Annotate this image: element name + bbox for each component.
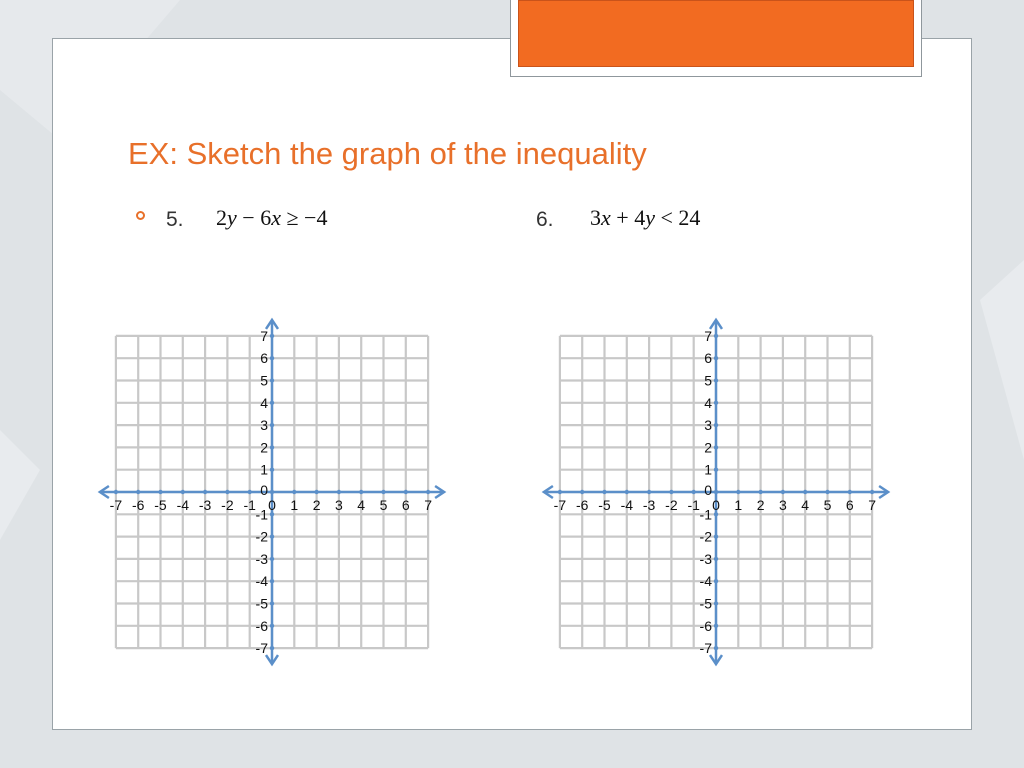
x-tick-dot — [870, 490, 874, 494]
eq5-rhs: −4 — [304, 205, 328, 230]
x-tick-label: 2 — [756, 497, 765, 513]
x-tick-label: -7 — [109, 497, 123, 513]
y-tick-label: -3 — [255, 550, 268, 567]
y-tick-dot — [714, 490, 718, 494]
y-tick-dot — [714, 423, 718, 427]
x-tick-dot — [158, 490, 162, 494]
x-tick-dot — [381, 490, 385, 494]
y-tick-label-zero: 0 — [260, 482, 268, 498]
x-tick-dot — [203, 490, 207, 494]
y-tick-dot — [714, 401, 718, 405]
y-tick-label: 7 — [260, 327, 268, 344]
x-tick-dot — [314, 490, 318, 494]
x-tick-dot — [669, 490, 673, 494]
y-tick-label: -2 — [255, 528, 268, 545]
x-tick-dot — [248, 490, 252, 494]
x-tick-label: 0 — [268, 497, 276, 513]
y-tick-label: 6 — [260, 350, 268, 367]
x-tick-label: -3 — [642, 497, 656, 513]
eq5-coef-b: 6 — [260, 205, 272, 230]
x-tick-label: 1 — [290, 497, 299, 513]
x-tick-label: 5 — [823, 497, 832, 513]
y-tick-label: -6 — [699, 617, 712, 634]
y-tick-dot — [270, 579, 274, 583]
problem-5-equation — [216, 205, 327, 231]
y-tick-dot — [270, 423, 274, 427]
coordinate-grid-2 — [536, 312, 896, 672]
x-tick-dot — [136, 490, 140, 494]
x-tick-dot — [692, 490, 696, 494]
x-tick-label: 7 — [424, 497, 432, 513]
y-tick-label: -7 — [255, 640, 268, 657]
x-tick-label: -2 — [665, 497, 678, 513]
eq6-rhs: 24 — [678, 205, 701, 230]
problem-5-number: 5. — [166, 208, 184, 231]
x-tick-label: 3 — [335, 497, 343, 513]
x-tick-dot — [758, 490, 762, 494]
eq6-var-a: x — [601, 205, 611, 230]
eq5-var-b: x — [271, 205, 281, 230]
y-tick-dot — [714, 356, 718, 360]
x-tick-label: 3 — [779, 497, 787, 513]
y-tick-dot — [270, 646, 274, 650]
y-tick-label: 1 — [704, 461, 712, 478]
y-tick-label: 2 — [260, 439, 268, 456]
y-tick-dot — [714, 468, 718, 472]
y-tick-label: 7 — [704, 327, 712, 344]
y-tick-dot — [714, 579, 718, 583]
x-tick-dot — [292, 490, 296, 494]
x-tick-label: -5 — [598, 497, 611, 513]
eq5-coef-a: 2 — [216, 205, 227, 230]
y-tick-dot — [270, 334, 274, 338]
y-tick-dot — [714, 334, 718, 338]
x-tick-dot — [580, 490, 584, 494]
x-tick-dot — [781, 490, 785, 494]
eq5-operator: − — [242, 205, 255, 230]
y-tick-dot — [270, 356, 274, 360]
y-tick-dot — [270, 378, 274, 382]
eq6-coef-a: 3 — [590, 205, 601, 230]
x-tick-label: 4 — [357, 497, 366, 513]
x-tick-label: -4 — [176, 497, 190, 513]
x-tick-label: -2 — [221, 497, 234, 513]
y-tick-dot — [714, 624, 718, 628]
y-tick-dot — [270, 557, 274, 561]
y-tick-label: -7 — [699, 640, 712, 657]
y-tick-label: 3 — [260, 417, 268, 434]
x-tick-dot — [337, 490, 341, 494]
y-tick-dot — [714, 445, 718, 449]
x-tick-label: -1 — [687, 497, 700, 513]
eq6-relation: < — [660, 205, 673, 230]
y-tick-dot — [714, 378, 718, 382]
y-tick-dot — [714, 646, 718, 650]
x-tick-dot — [825, 490, 829, 494]
x-tick-dot — [181, 490, 185, 494]
x-tick-dot — [558, 490, 562, 494]
x-tick-label: 0 — [712, 497, 720, 513]
accent-bar — [518, 0, 914, 67]
slide-title: EX: Sketch the graph of the inequality — [128, 136, 647, 171]
y-tick-dot — [270, 401, 274, 405]
eq5-relation: ≥ — [286, 205, 299, 230]
y-tick-label: -1 — [699, 506, 712, 523]
x-tick-dot — [404, 490, 408, 494]
y-tick-dot — [714, 557, 718, 561]
x-tick-dot — [114, 490, 118, 494]
y-tick-dot — [714, 601, 718, 605]
y-tick-label: -3 — [699, 550, 712, 567]
y-tick-label: -6 — [255, 617, 268, 634]
x-tick-dot — [625, 490, 629, 494]
x-tick-label: 5 — [379, 497, 388, 513]
y-tick-dot — [270, 534, 274, 538]
x-tick-label: -1 — [243, 497, 256, 513]
y-tick-label: -4 — [699, 573, 712, 590]
x-tick-label: 2 — [312, 497, 321, 513]
x-tick-dot — [803, 490, 807, 494]
x-tick-label: -6 — [575, 497, 589, 513]
x-tick-label: -7 — [553, 497, 567, 513]
y-tick-label: 4 — [260, 394, 268, 411]
y-tick-dot — [714, 534, 718, 538]
y-tick-label-zero: 0 — [704, 482, 712, 498]
y-tick-label: 6 — [704, 350, 712, 367]
y-tick-label: 2 — [704, 439, 712, 456]
y-tick-label: 5 — [704, 372, 712, 389]
x-tick-label: 6 — [845, 497, 854, 513]
y-tick-label: 3 — [704, 417, 712, 434]
x-tick-label: -5 — [154, 497, 167, 513]
eq6-coef-b: 4 — [634, 205, 646, 230]
y-tick-label: 1 — [260, 461, 268, 478]
x-tick-label: -4 — [620, 497, 634, 513]
x-tick-label: -6 — [131, 497, 145, 513]
x-tick-dot — [225, 490, 229, 494]
problem-6-number: 6. — [536, 208, 554, 231]
x-tick-label: -3 — [198, 497, 212, 513]
x-tick-dot — [848, 490, 852, 494]
bullet-icon — [136, 211, 145, 220]
y-tick-label: -4 — [255, 573, 268, 590]
x-tick-dot — [359, 490, 363, 494]
x-tick-label: 7 — [868, 497, 876, 513]
x-tick-dot — [426, 490, 430, 494]
y-tick-label: -2 — [699, 528, 712, 545]
y-tick-label: -1 — [255, 506, 268, 523]
eq6-var-b: y — [645, 205, 655, 230]
y-tick-label: 5 — [260, 372, 268, 389]
y-tick-dot — [270, 468, 274, 472]
y-tick-dot — [270, 624, 274, 628]
x-tick-label: 6 — [401, 497, 410, 513]
eq6-operator: + — [616, 205, 629, 230]
y-tick-dot — [270, 601, 274, 605]
y-tick-dot — [270, 490, 274, 494]
y-tick-label: -5 — [699, 595, 712, 612]
x-tick-label: 4 — [801, 497, 810, 513]
y-tick-label: 4 — [704, 394, 712, 411]
problem-6-equation — [590, 205, 700, 231]
coordinate-grid-1 — [92, 312, 452, 672]
y-tick-label: -5 — [255, 595, 268, 612]
y-tick-dot — [270, 445, 274, 449]
x-tick-label: 1 — [734, 497, 743, 513]
x-tick-dot — [736, 490, 740, 494]
x-tick-dot — [602, 490, 606, 494]
x-tick-dot — [647, 490, 651, 494]
eq5-var-a: y — [227, 205, 237, 230]
